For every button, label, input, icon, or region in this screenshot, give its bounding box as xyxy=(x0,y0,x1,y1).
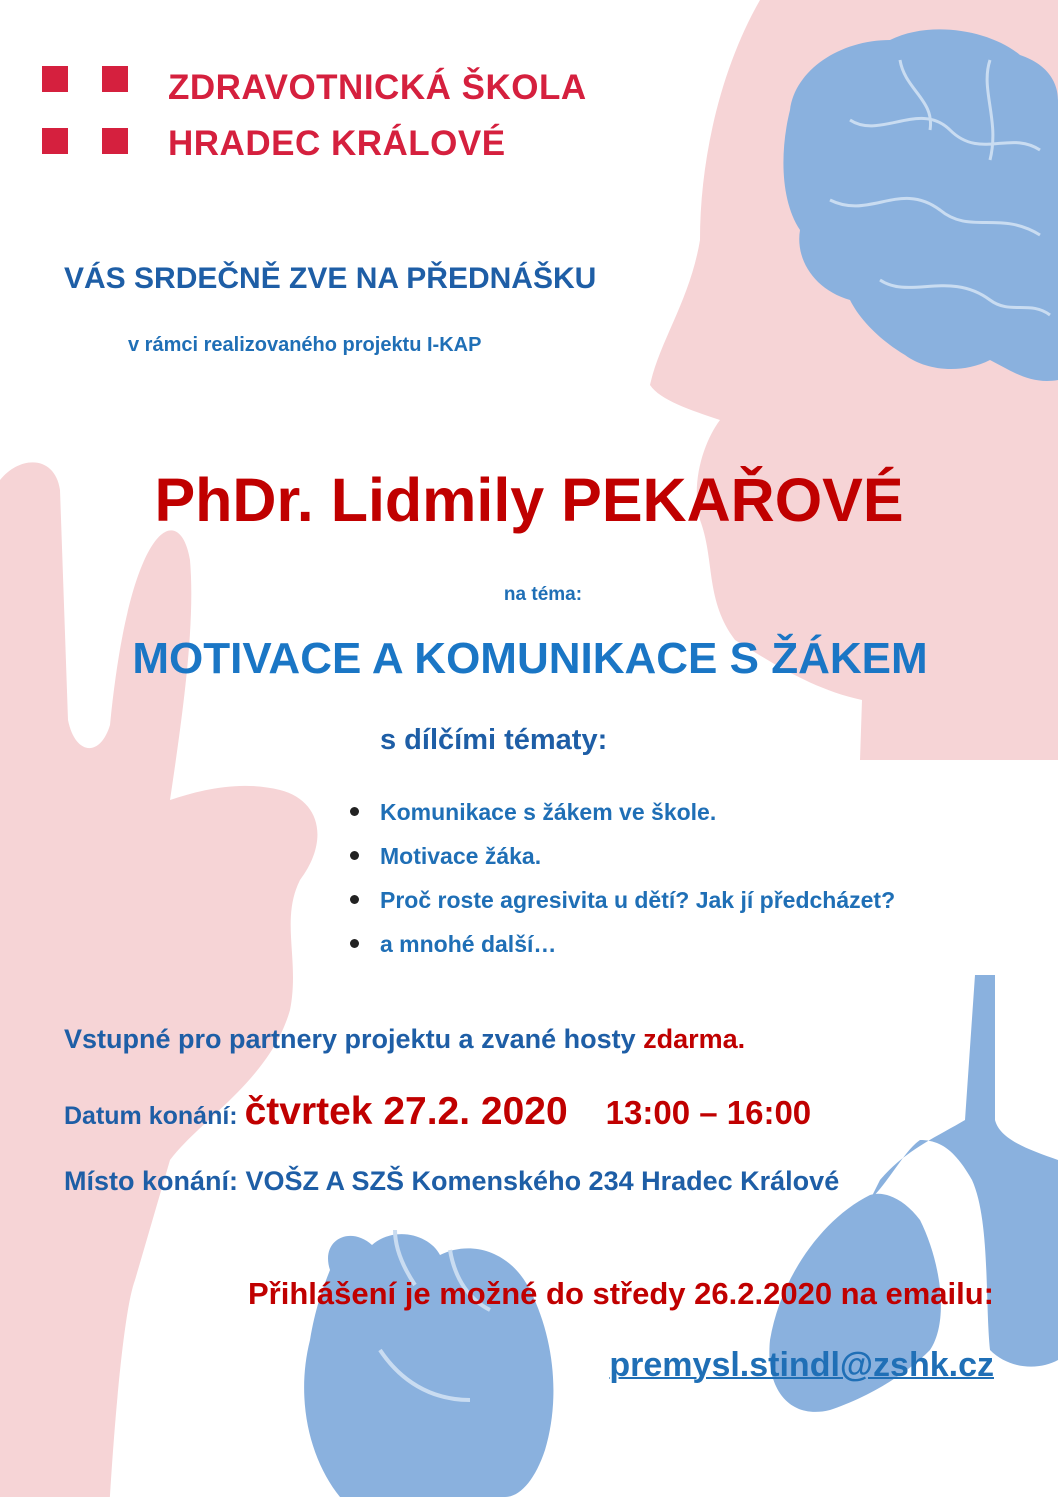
subtopics-list xyxy=(348,790,895,966)
list-item: Proč roste agresivita u dětí? Jak jí předcházet? xyxy=(348,878,895,922)
theme-label: na téma: xyxy=(503,584,583,605)
bullet-icon xyxy=(350,807,359,816)
subtopics-title: s dílčími tématy: xyxy=(380,724,608,756)
invite-headline: VÁS SRDEČNĚ ZVE NA PŘEDNÁŠKU xyxy=(64,262,597,295)
logo-line-2: HRADEC KRÁLOVÉ xyxy=(168,124,506,163)
event-place: Místo konání: VOŠZ A SZŠ Komenského 234 Hradec Králové xyxy=(64,1166,840,1196)
logo-line-1: ZDRAVOTNICKÁ ŠKOLA xyxy=(168,68,587,107)
email-link[interactable]: premysl.stindl@zshk.cz xyxy=(609,1346,994,1384)
date-value: čtvrtek 27.2. 2020 xyxy=(244,1090,568,1133)
registration-note: Přihlášení je možné do středy 26.2.2020 na emailu: xyxy=(247,1276,994,1311)
list-item: Motivace žáka. xyxy=(348,834,895,878)
bullet-icon xyxy=(350,939,359,948)
heart-icon xyxy=(304,1234,553,1497)
logo-square xyxy=(102,128,128,154)
lecture-topic: MOTIVACE A KOMUNIKACE S ŽÁKEM xyxy=(132,634,928,683)
project-line: v rámci realizovaného projektu I-KAP xyxy=(128,334,482,356)
list-item: a mnohé další… xyxy=(348,922,895,966)
list-item: Komunikace s žákem ve škole. xyxy=(348,790,895,834)
logo-square xyxy=(42,128,68,154)
hand-silhouette xyxy=(0,462,317,1497)
speaker-name: PhDr. Lidmily PEKAŘOVÉ xyxy=(154,466,904,534)
bullet-icon xyxy=(350,895,359,904)
date-label: Datum konání: xyxy=(64,1102,245,1130)
time-value: 13:00 – 16:00 xyxy=(605,1094,812,1131)
bullet-icon xyxy=(350,851,359,860)
logo-square xyxy=(102,66,128,92)
logo-square xyxy=(42,66,68,92)
fee-text: Vstupné pro partnery projektu a zvané hosty xyxy=(64,1024,644,1054)
fee-highlight: zdarma. xyxy=(643,1024,746,1054)
school-logo-mark xyxy=(42,66,132,158)
event-date xyxy=(64,1090,811,1134)
school-logo-text xyxy=(168,60,587,172)
admission-fee xyxy=(64,1024,745,1055)
